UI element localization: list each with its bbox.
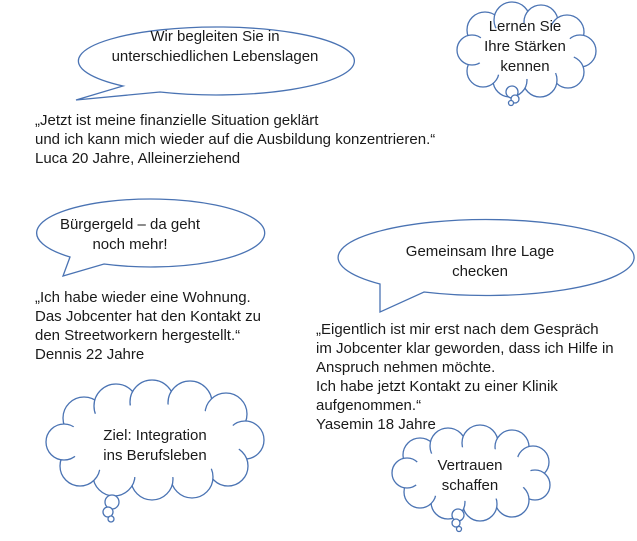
- quote-line: den Streetworkern hergestellt.“: [35, 327, 241, 344]
- quote-yasemin: [316, 320, 614, 434]
- quote-luca: [35, 111, 435, 168]
- quote-line: Das Jobcenter hat den Kontakt zu: [35, 308, 261, 325]
- quote-dennis: [35, 288, 261, 364]
- quote-author: Luca 20 Jahre, Alleinerziehend: [35, 150, 241, 167]
- quote-line: aufgenommen.“: [316, 397, 422, 414]
- speech-bubble-right-text: Gemeinsam Ihre Lage checken: [405, 243, 555, 280]
- quote-line: „Jetzt ist meine finanzielle Situation geklärt: [35, 112, 319, 129]
- speech-bubble-top-text: Wir begleiten Sie in unterschiedlichen Lebenslagen: [111, 28, 319, 65]
- cloud-bottom-right-text: Vertrauen schaffen: [437, 457, 503, 494]
- cloud-bottom-left-text: Ziel: Integration ins Berufsleben: [103, 427, 207, 464]
- quote-line: Anspruch nehmen möchte.: [316, 359, 496, 376]
- quote-line: Ich habe jetzt Kontakt zu einer Klinik: [316, 378, 558, 395]
- speech-bubble-left-text: Bürgergeld – da geht noch mehr!: [59, 216, 201, 253]
- cloud-top-right-text: Lernen Sie Ihre Stärken kennen: [484, 18, 566, 75]
- quote-line: „Ich habe wieder eine Wohnung.: [35, 289, 251, 306]
- quote-author: Dennis 22 Jahre: [35, 346, 145, 363]
- quote-author: Yasemin 18 Jahre: [316, 416, 436, 433]
- quote-line: „Eigentlich ist mir erst nach dem Gespräch: [316, 321, 599, 338]
- quote-line: und ich kann mich wieder auf die Ausbildung konzentrieren.“: [35, 131, 436, 148]
- quote-line: im Jobcenter klar geworden, dass ich Hilfe in: [316, 340, 614, 357]
